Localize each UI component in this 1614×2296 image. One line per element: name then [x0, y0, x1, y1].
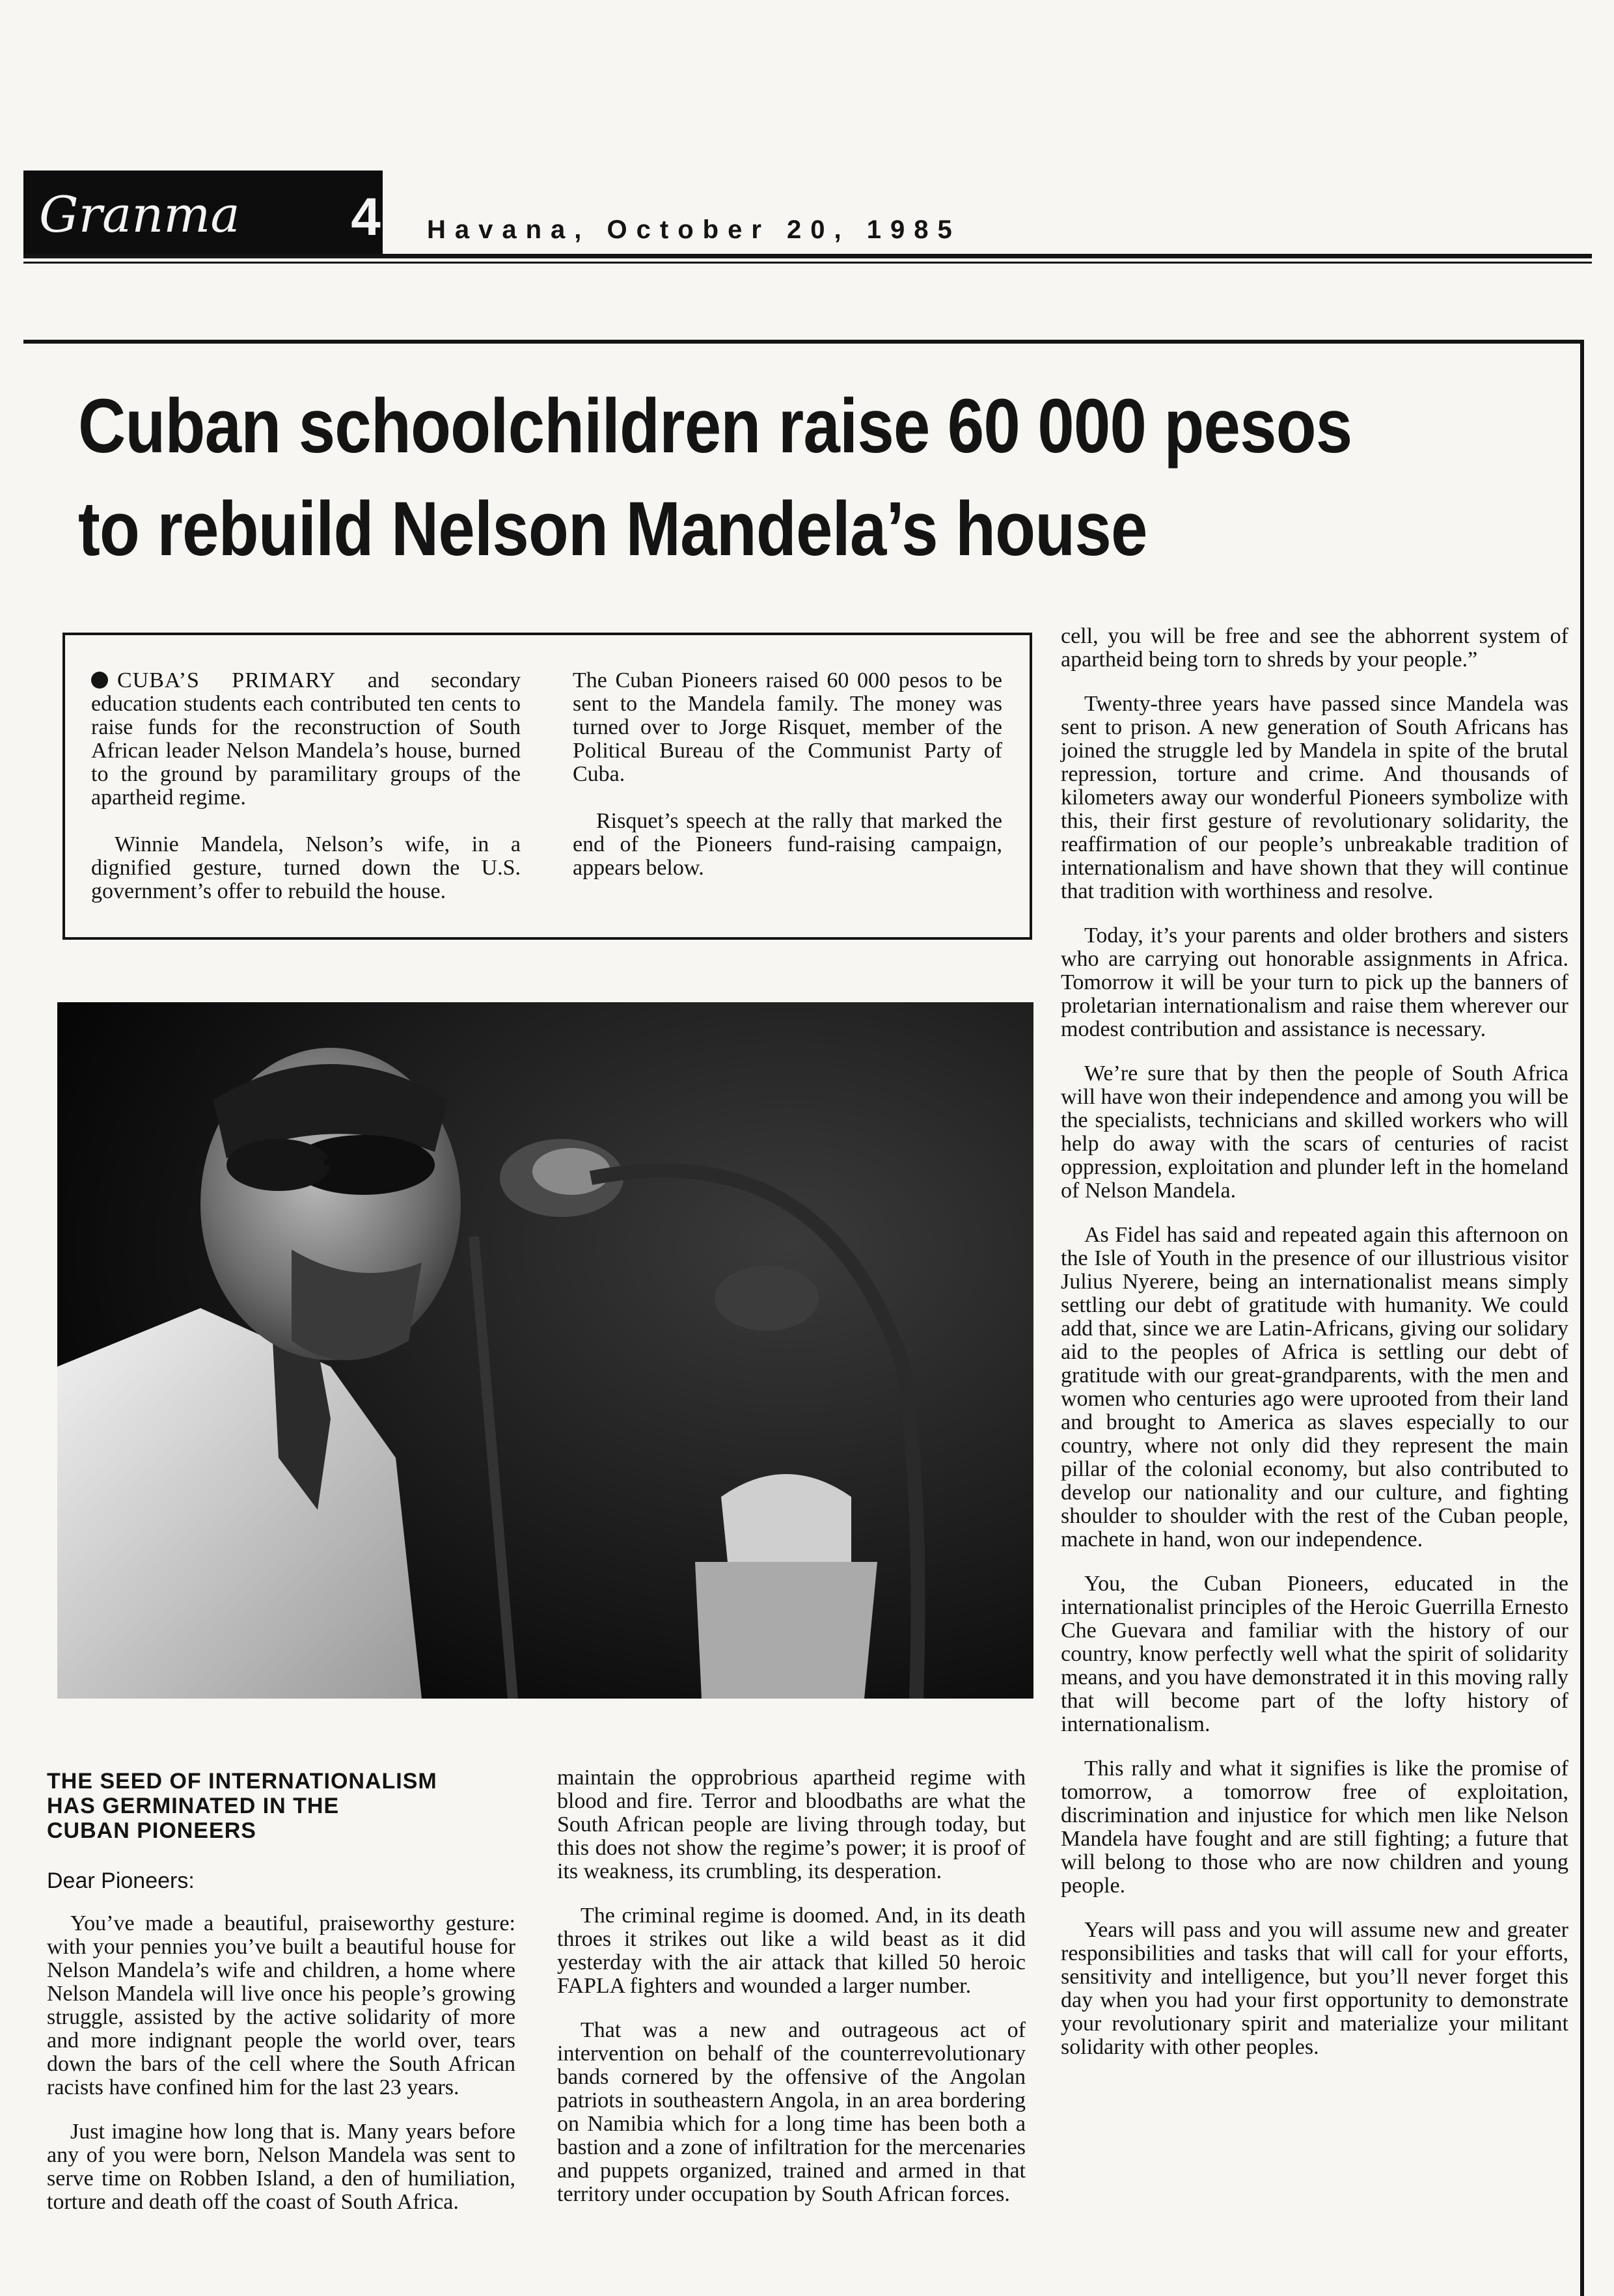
masthead-rule [23, 254, 1592, 258]
subhead-line: CUBAN PIONEERS [47, 1818, 256, 1843]
body-paragraph: You’ve made a beautiful, praiseworthy gesture: with your pennies you’ve built a beautiful house for Nelson Mandela’s wife and children, a home where Nelson Mandela will live once his people’s growing struggle, assisted by the active solidarity of more and more indignant people the world over, tears down the bars of the cell where the South African racists have confined him for the last 23 years. [47, 1911, 515, 2099]
bullet-icon [91, 672, 108, 689]
body-paragraph: That was a new and outrageous act of intervention on behalf of the counterrevolutionary bands cornered by the offensive of the Angolan patriots in southeastern Angola, in an area bordering on Namibia which for a long time has been both a bastion and a zone of infiltration for the mercenaries and puppets organized, trained and armed in that territory under occupation by South African forces. [557, 2018, 1026, 2206]
lead-text: and secondary education students each contributed ten cents to raise funds for the reconstruction of South African leader Nelson Mandela’s house, burned to the ground by paramilitary groups of the apartheid regime. [91, 668, 521, 810]
dateline: Havana, October 20, 1985 [427, 215, 961, 244]
body-paragraph: You, the Cuban Pioneers, educated in the internationalist principles of the Heroic Guerrilla Ernesto Che Guevara and familiar with the history of our country, know perfectly well what the spirit of solidarity means, and you have demonstrated it in this moving rally that will become part of the lofty history of internationalism. [1061, 1572, 1568, 1736]
subhead-line: THE SEED OF INTERNATIONALISM [47, 1769, 437, 1794]
headline-line-1: Cuban schoolchildren raise 60 000 pesos [78, 383, 1352, 469]
headline [78, 375, 1523, 581]
lead-column-1 [91, 669, 521, 929]
lead-paragraph: Risquet’s speech at the rally that marked the end of the Pioneers fund-raising campaign, appears below. [573, 809, 1002, 880]
lead-caps: CUBA’S PRIMARY [117, 668, 336, 692]
body-paragraph: Years will pass and you will assume new and greater responsibilities and tasks that will call for your efforts, sensitivity and intelligence, but you’ll never forget this day when you had your first opportunity to demonstrate your revolutionary spirit and materialize your militant solidarity with other peoples. [1061, 1918, 1568, 2059]
page-number: 4 [351, 187, 381, 247]
lead-paragraph: The Cuban Pioneers raised 60 000 pesos to be sent to the Mandela family. The money was turned over to Jorge Risquet, member of the Political Bureau of the Communist Party of Cuba. [573, 668, 1002, 786]
body-paragraph: As Fidel has said and repeated again this afternoon on the Isle of Youth in the presence of our illustrious visitor Julius Nyerere, being an internationalist means simply settling our debt of gratitude with humanity. We could add that, since we are Latin-Africans, giving our solidary aid to the peoples of Africa is settling our debt of gratitude with our great-grandparents, with the men and women who centuries ago were uprooted from their land and brought to America as slaves especially to our country, where not only did they represent the main pillar of the colonial economy, but also contributed to develop our nationality and our culture, and fighting shoulder to shoulder with the rest of the Cuban people, machete in hand, won our independence. [1061, 1223, 1568, 1551]
column-right [1061, 625, 1568, 2080]
lead-paragraph: Winnie Mandela, Nelson’s wife, in a dignified gesture, turned down the U.S. government’s offer to rebuild the house. [91, 832, 521, 903]
salutation: Dear Pioneers: [47, 1868, 195, 1893]
body-paragraph: We’re sure that by then the people of South Africa will have won their independence and among you will be the specialists, technicians and skilled workers who will help do away with the scars of centuries of racist oppression, exploitation and plunder left in the homeland of Nelson Mandela. [1061, 1061, 1568, 1203]
paper-name: Granma [39, 185, 240, 243]
body-paragraph: cell, you will be free and see the abhorrent system of apartheid being torn to shreds by your people.” [1061, 624, 1568, 672]
subhead-line: HAS GERMINATED IN THE [47, 1794, 340, 1818]
body-paragraph: The criminal regime is doomed. And, in its death throes it strikes out like a wild beast as it did yesterday with the air attack that killed 50 heroic FAPLA fighters and wounded a larger number. [557, 1904, 1026, 1998]
lead-column-2 [573, 669, 1002, 929]
column-left [47, 1769, 515, 2235]
column-middle [557, 1766, 1026, 2227]
subhead [47, 1769, 515, 1843]
body-paragraph: maintain the opprobrious apartheid regime with blood and fire. Terror and bloodbaths are what the South African people are living through today, but this does not show the regime’s power; it is proof of its weakness, its crumbling, its desperation. [557, 1766, 1026, 1883]
masthead-rule-thin [23, 262, 1592, 264]
photo-speaker [57, 1002, 1033, 1699]
body-paragraph: Today, it’s your parents and older brothers and sisters who are carrying out honorable assignments in Africa. Tomorrow it will be your turn to pick up the banners of proletarian internationalism and raise them wherever our modest contribution and assistance is necessary. [1061, 923, 1568, 1041]
headline-line-2: to rebuild Nelson Mandela’s house [78, 486, 1147, 572]
body-paragraph: Just imagine how long that is. Many years before any of you were born, Nelson Mandela was sent to serve time on Robben Island, a den of humiliation, torture and death off the coast of South Africa. [47, 2120, 515, 2214]
body-paragraph: This rally and what it signifies is like the promise of tomorrow, a tomorrow free of exploitation, discrimination and injustice for which men like Nelson Mandela have fought and are still fighting; a future that will belong to those who are now children and young people. [1061, 1756, 1568, 1898]
speaker-photo-icon [57, 1002, 1033, 1699]
lead-paragraph [91, 669, 521, 810]
body-paragraph: Twenty-three years have passed since Mandela was sent to prison. A new generation of South Africans has joined the struggle led by Mandela in spite of the brutal repression, torture and crime. And thousands of kilometers away our wonderful Pioneers symbolize with this, their first gesture of revolutionary solidarity, the reaffirmation of our people’s unbreakable tradition of internationalism and have shown that they will continue that tradition with worthiness and resolve. [1061, 692, 1568, 903]
